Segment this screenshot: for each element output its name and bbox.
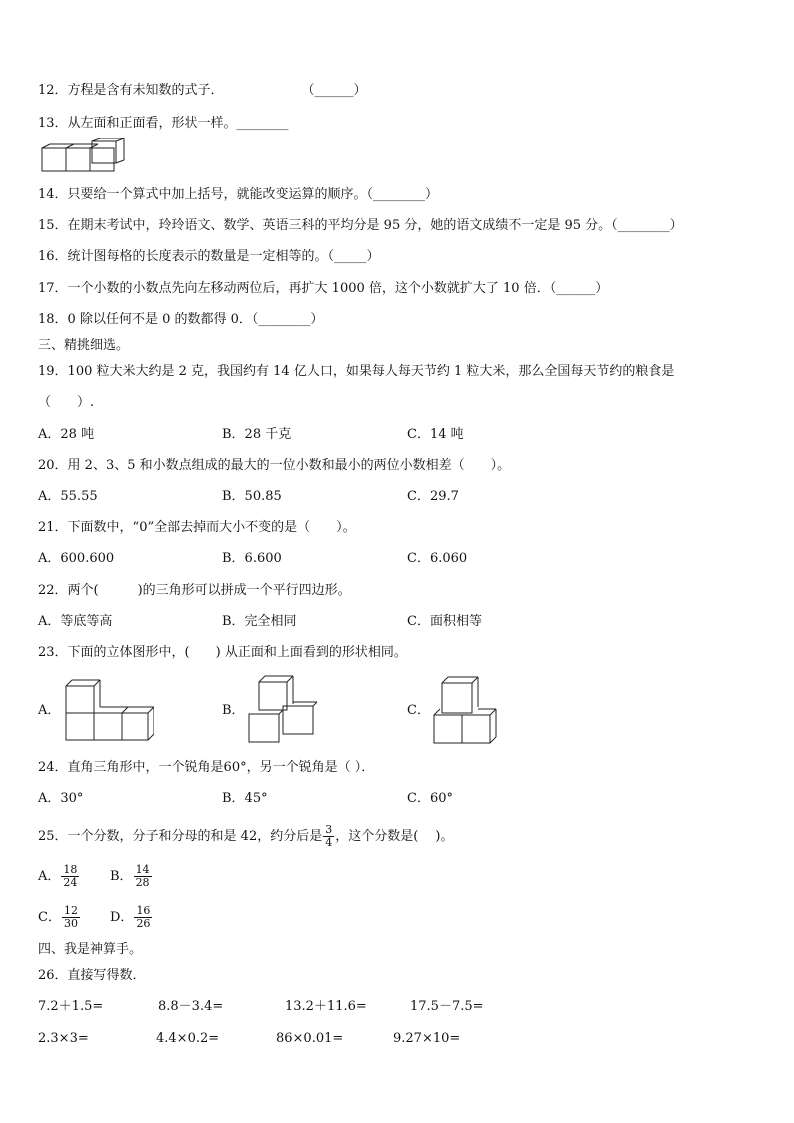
question-24: 24．直角三角形中，一个锐角是60°，另一个锐角是（ ）．: [38, 760, 375, 775]
question-22: 22．两个( )的三角形可以拼成一个平行四边形。: [38, 583, 351, 598]
q24-option-a: A．30°: [38, 791, 84, 806]
calc-2-4: 9.27×10=: [393, 1031, 461, 1046]
q21-option-c: C．6.060: [407, 551, 468, 566]
question-13: 13．从左面和正面看，形状一样。________: [38, 116, 289, 131]
cube-shape-c-drawing: [432, 675, 498, 745]
q25-option-b-numerator: 14: [135, 863, 150, 876]
q25-option-a-fraction: [61, 864, 79, 889]
q20-option-a: A．55.55: [38, 489, 98, 504]
q23-option-a-figure: [62, 677, 154, 743]
calc-1-3: 13.2＋11.6=: [285, 999, 367, 1014]
question-26: 26．直接写得数．: [38, 968, 146, 983]
cube-shape-a-drawing: [62, 677, 154, 743]
q25-option-d-fraction: [134, 905, 152, 930]
q25-option-c-fraction: [62, 905, 80, 930]
q23-option-a-label: A．: [38, 703, 61, 718]
q23-option-c-label: C．: [407, 703, 430, 718]
q21-option-b: B．6.600: [222, 551, 282, 566]
q22-option-a: A．等底等高: [38, 614, 113, 629]
question-14: 14．只要给一个算式中加上括号，就能改变运算的顺序。（________）: [38, 187, 439, 202]
q25-text-after: ，这个分数是( )。: [335, 829, 454, 844]
q25-option-b: [110, 862, 153, 892]
calc-2-1: 2.3×3=: [38, 1031, 89, 1046]
q25-option-c-label: C．: [38, 910, 61, 925]
section-4-heading: 四、我是神算手。: [38, 942, 143, 957]
question-19-blank: （ ）.: [38, 395, 95, 410]
calc-2-2: 4.4×0.2=: [156, 1031, 220, 1046]
question-15: 15．在期末考试中，玲玲语文、数学、英语三科的平均分是 95 分，她的语文成绩不一定是 95 分。（________）: [38, 218, 683, 233]
question-21: 21．下面数中，“0”全部去掉而大小不变的是（ ）。: [38, 520, 356, 535]
section-3-heading: 三、精挑细选。: [38, 338, 130, 353]
q25-option-a-label: A．: [38, 869, 61, 884]
calc-2-3: 86×0.01=: [276, 1031, 344, 1046]
q24-option-c: C．60°: [407, 791, 453, 806]
q23-option-c-figure: [432, 675, 498, 745]
q19-option-c: C．14 吨: [407, 427, 464, 442]
q19-option-b: B．28 千克: [222, 427, 292, 442]
calc-1-1: 7.2＋1.5=: [38, 999, 104, 1014]
q23-option-b-figure: [247, 674, 319, 744]
cube-row-drawing: [40, 138, 130, 174]
question-18: 18．0 除以任何不是 0 的数都得 0．（________）: [38, 312, 324, 327]
question-23: 23．下面的立体图形中，( ) 从正面和上面看到的形状相同。: [38, 645, 407, 660]
q20-option-c: C．29.7: [407, 489, 459, 504]
q25-fraction: [323, 824, 334, 849]
q22-option-c: C．面积相等: [407, 614, 482, 629]
question-20: 20．用 2、3、5 和小数点组成的最大的一位小数和最小的两位小数相差（ ）。: [38, 458, 511, 473]
q24-option-b: B．45°: [222, 791, 268, 806]
q25-option-d-numerator: 16: [136, 904, 151, 917]
q13-cube-figure: [40, 138, 130, 174]
cube-shape-b-drawing: [247, 674, 319, 744]
q25-text-before: 25．一个分数，分子和分母的和是 42，约分后是: [38, 829, 323, 844]
question-17: 17．一个小数的小数点先向左移动两位后，再扩大 1000 倍，这个小数就扩大了 10 倍．（______）: [38, 281, 609, 296]
q25-fraction-numerator: 3: [325, 823, 333, 836]
q25-option-b-denominator: 28: [135, 876, 150, 889]
q25-option-a: [38, 862, 80, 892]
q25-option-c: [38, 903, 81, 933]
q25-option-d-label: D．: [110, 910, 134, 925]
q20-option-b: B．50.85: [222, 489, 282, 504]
q25-option-b-label: B．: [110, 869, 133, 884]
q25-option-a-numerator: 18: [63, 863, 78, 876]
q25-option-b-fraction: [134, 864, 152, 889]
q22-option-b: B．完全相同: [222, 614, 297, 629]
q25-option-c-numerator: 12: [63, 904, 78, 917]
q21-option-a: A．600.600: [38, 551, 115, 566]
q25-option-a-denominator: 24: [63, 876, 78, 889]
question-12: 12．方程是含有未知数的式子． （______）: [38, 83, 367, 98]
question-16: 16．统计图每格的长度表示的数量是一定相等的。（_____）: [38, 249, 380, 264]
q19-option-a: A．28 吨: [38, 427, 95, 442]
q25-option-c-denominator: 30: [63, 917, 78, 930]
question-19: 19．100 粒大米大约是 2 克，我国约有 14 亿人口，如果每人每天节约 1 粒大米，那么全国每天节约的粮食是: [38, 364, 675, 379]
q25-fraction-denominator: 4: [325, 836, 333, 849]
calc-1-4: 17.5－7.5=: [410, 999, 484, 1014]
q23-option-b-label: B．: [222, 703, 245, 718]
q25-option-d-denominator: 26: [136, 917, 151, 930]
question-25: [38, 822, 454, 852]
calc-1-2: 8.8－3.4=: [158, 999, 224, 1014]
q25-option-d: [110, 903, 153, 933]
